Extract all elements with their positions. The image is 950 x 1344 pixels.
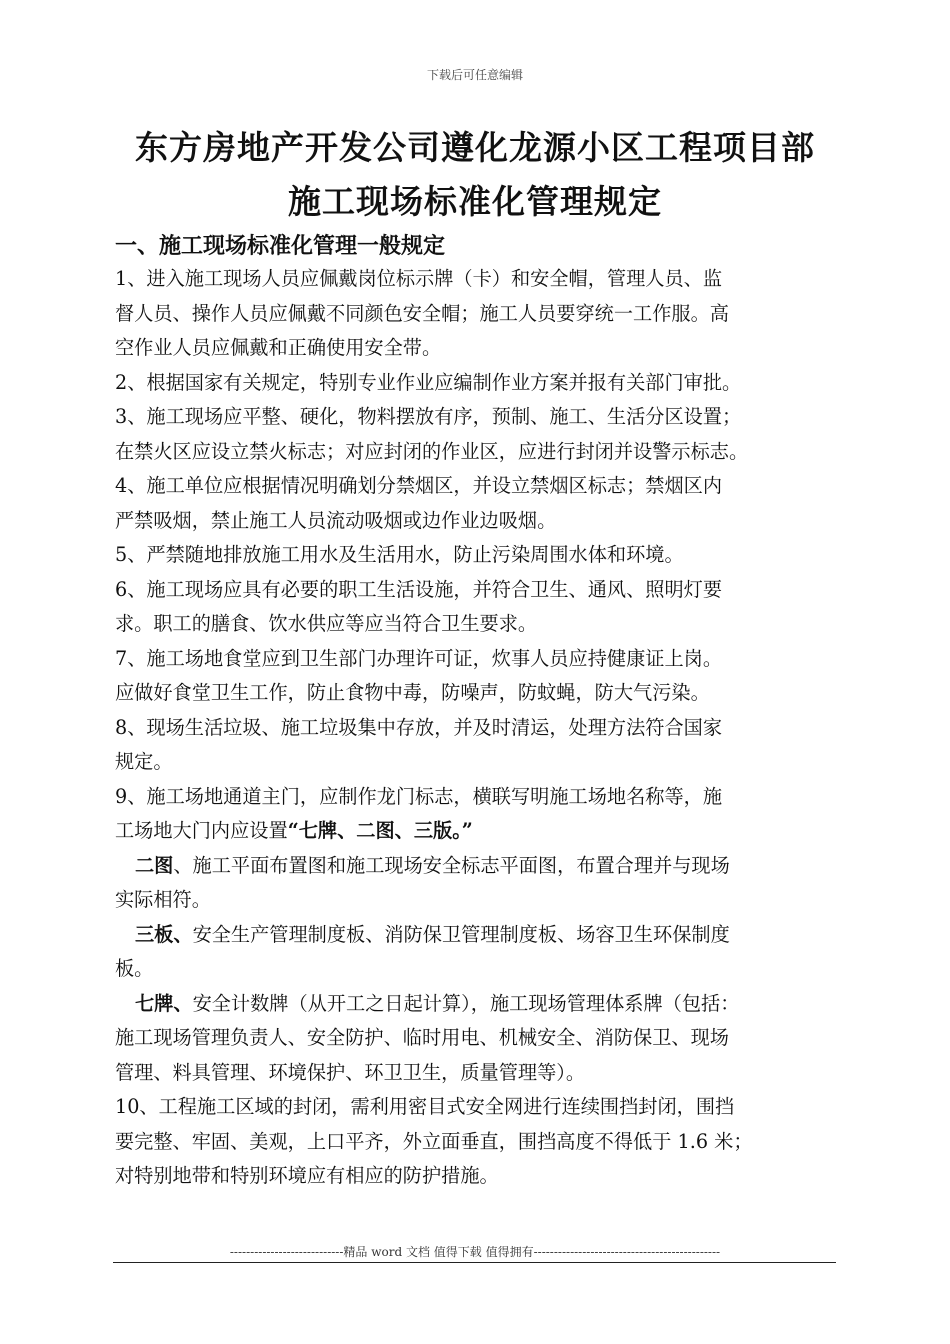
body-line: 7、施工场地食堂应到卫生部门办理许可证，炊事人员应持健康证上岗。 [115,646,723,670]
body-line: 空作业人员应佩戴和正确使用安全带。 [115,336,442,359]
body-line [115,814,840,849]
footer-divider [113,1262,836,1263]
body-line: 规定。 [115,750,173,773]
document-body [115,262,840,1194]
body-line: 在禁火区应设立禁火标志；对应封闭的作业区，应进行封闭并设警示标志。 [115,439,749,463]
body-line: 8、现场生活垃圾、施工垃圾集中存放，并及时清运，处理方法符合国家 [115,715,723,739]
body-line: 4、施工单位应根据情况明确划分禁烟区，并设立禁烟区标志；禁烟区内 [115,474,723,497]
body-line: 对特别地带和特别环境应有相应的防护措施。 [115,1164,499,1187]
section-heading: 一、施工现场标准化管理一般规定 [115,234,446,259]
seven-signs-label: 七牌、 [135,991,193,1015]
body-text: 、施工平面布置图和施工现场安全标志平面图，布置合理并与现场 [173,853,730,877]
body-line: 督人员、操作人员应佩戴不同颜色安全帽；施工人员要穿统一工作服。高 [115,301,729,325]
body-text: 安全计数牌（从开工之日起计算），施工现场管理体系牌（包括： [192,991,740,1015]
body-line: 2、根据国家有关规定，特别专业作业应编制作业方案并报有关部门审批。 [115,370,742,394]
body-line: 6、施工现场应具有必要的职工生活设施，并符合卫生、通风、照明灯要 [115,577,723,601]
body-line: 严禁吸烟，禁止施工人员流动吸烟或边作业边吸烟。 [115,508,557,532]
body-line: 管理、料具管理、环境保护、环卫卫生，质量管理等）。 [115,1060,586,1084]
header-note: 下载后可任意编辑 [426,68,523,82]
body-line: 10、工程施工区域的封闭，需利用密目式安全网进行连续围挡封闭，围挡 [115,1095,735,1118]
body-line: 要完整、牢固、美观，上口平齐，外立面垂直，围挡高度不得低于 1.6 米； [115,1129,753,1153]
body-line: 1、进入施工现场人员应佩戴岗位标示牌（卡）和安全帽，管理人员、监 [115,267,723,290]
body-line: 实际相符。 [115,888,211,911]
body-line [115,918,840,953]
bold-emphasis: “七牌、二图、三版。” [287,819,473,842]
body-line: 应做好食堂卫生工作，防止食物中毒，防噪声，防蚊蝇，防大气污染。 [115,681,710,704]
body-text: 安全生产管理制度板、消防保卫管理制度板、场容卫生环保制度 [192,922,730,946]
body-text: 工场地大门内应设置 [115,819,288,842]
document-title-line-2: 施工现场标准化管理规定 [288,182,662,221]
body-line [115,987,840,1022]
body-line: 3、施工现场应平整、硬化，物料摆放有序，预制、施工、生活分区设置； [115,405,742,428]
body-line: 板。 [115,957,154,980]
body-line: 9、施工场地通道主门，应制作龙门标志，横联写明施工场地名称等，施 [115,784,723,808]
body-line: 5、严禁随地排放施工用水及生活用水，防止污染周围水体和环境。 [115,543,684,566]
three-boards-label: 三板、 [135,922,193,946]
body-line: 施工现场管理负责人、安全防护、临时用电、机械安全、消防保卫、现场 [115,1026,729,1049]
body-line [115,849,840,884]
document-title-line-1: 东方房地产开发公司遵化龙源小区工程项目部 [135,128,815,167]
body-line: 求。职工的膳食、饮水供应等应当符合卫生要求。 [115,612,538,635]
two-drawings-label: 二图 [135,853,174,877]
footer-text: ----------------------------精品 word 文档 值得下载 值得拥有---------------------------------------------- [229,1245,721,1259]
